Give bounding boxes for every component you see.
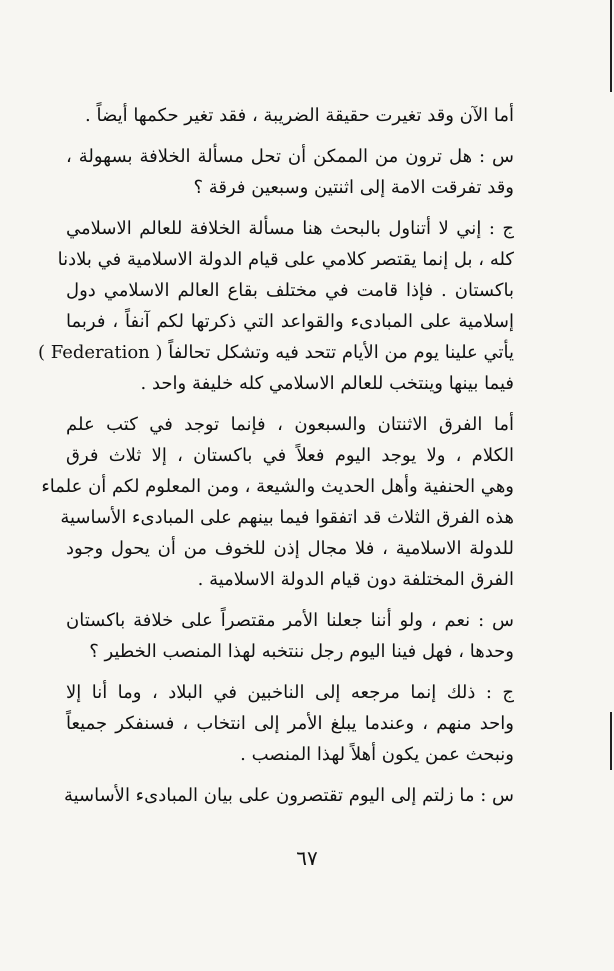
paragraph-gap: [66, 595, 514, 605]
page-edge-mark: [610, 712, 612, 770]
text-line: وحدها ، فهل فينا اليوم رجل ننتخبه لهذا المنصب الخطير ؟: [89, 641, 514, 662]
text-line: س : ما زلتم إلى اليوم تقتصرون على بيان المبادىء الأساسية: [63, 785, 514, 806]
body-text: [37, 100, 514, 811]
text-line: وهي الحنفية وأهل الحديث والشيعة ، ومن المعلوم لكم أن علماء: [41, 476, 514, 497]
text-line: هذه الفرق الثلاث قد اتفقوا فيما بينهم على المبادىء الأساسية: [60, 507, 514, 528]
text-line: ونبحث عمن يكون أهلاً لهذا المنصب .: [240, 744, 514, 765]
paragraph-gap: [66, 770, 514, 780]
text-line: أما الآن وقد تغيرت حقيقة الضريبة ، فقد تغير حكمها أيضاً .: [85, 105, 514, 126]
text-line: كله ، بل إنما يقتصر كلامي على قيام الدولة الاسلامية في بلادنا: [57, 249, 514, 270]
paragraph: [66, 100, 514, 131]
paragraph: [37, 213, 514, 399]
paragraph-gap: [66, 667, 514, 677]
text-line: س : نعم ، ولو أننا جعلنا الأمر مقتصراً على خلافة باكستان: [66, 610, 514, 631]
text-line: واحد منهم ، وعندما يبلغ الأمر إلى انتخاب ، فسنفكر جميعاً: [66, 713, 514, 734]
paragraph: [66, 677, 514, 770]
page-number: ٦٧: [296, 846, 318, 870]
text-line: إسلامية على المبادىء والقواعد التي ذكرتها لكم آنفاً ، فربما: [66, 311, 514, 332]
text-line: الفرق المختلفة دون قيام الدولة الاسلامية .: [197, 569, 514, 590]
paragraph-gap: [66, 203, 514, 213]
text-line: الكلام ، ولا يوجد اليوم فعلاً في باكستان ، إلا ثلاث فرق: [66, 445, 514, 466]
paragraph: [63, 780, 514, 811]
text-line: للدولة الاسلامية ، فلا مجال إذن للخوف من أن يحول وجود: [66, 538, 514, 559]
paragraph-gap: [66, 131, 514, 141]
text-line: ج : ذلك إنما مرجعه إلى الناخبين في البلاد ، وما أنا إلا: [66, 682, 514, 703]
text-line: يأتي علينا يوم من الأيام تتحد فيه وتشكل تحالفاً ( Federation ): [37, 342, 514, 363]
text-line: وقد تفرقت الامة إلى اثنتين وسبعين فرقة ؟: [193, 177, 514, 198]
text-line: ج : إني لا أتناول بالبحث هنا مسألة الخلافة للعالم الاسلامي: [66, 218, 514, 239]
paragraph-gap: [66, 399, 514, 409]
page-edge-mark: [610, 0, 612, 92]
paragraph: [41, 409, 514, 595]
paragraph: [66, 141, 514, 203]
text-line: س : هل ترون من الممكن أن تحل مسألة الخلافة بسهولة ،: [66, 146, 514, 167]
paragraph: [66, 605, 514, 667]
text-line: باكستان . فإذا قامت في مختلف بقاع العالم الاسلامي دول: [66, 280, 514, 301]
text-line: فيما بينها وينتخب للعالم الاسلامي كله خليفة واحد .: [140, 373, 514, 394]
text-line: أما الفرق الاثنتان والسبعون ، فإنما توجد في كتب علم: [66, 414, 514, 435]
